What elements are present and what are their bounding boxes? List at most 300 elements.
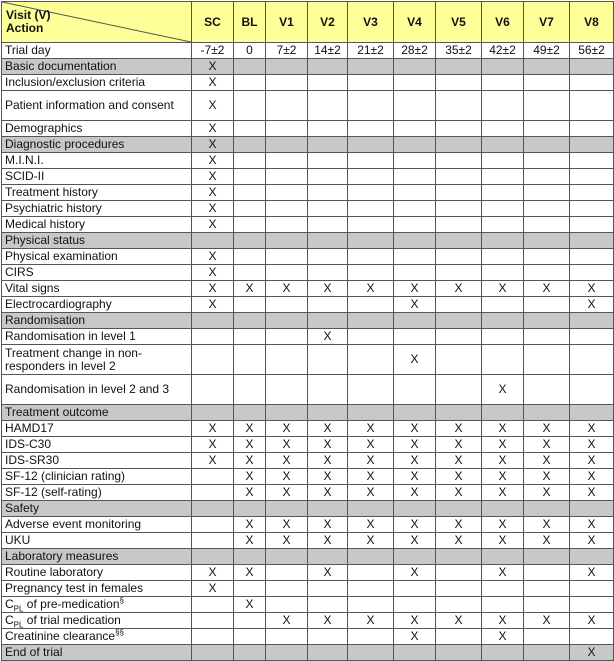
schedule-cell (192, 405, 234, 421)
schedule-cell: X (524, 469, 570, 485)
schedule-cell (524, 233, 570, 249)
label-text: Demographics (5, 121, 83, 135)
header-row (2, 2, 614, 43)
trial-day-value: 35±2 (436, 43, 482, 59)
trial-day-value: -7±2 (192, 43, 234, 59)
label-subscript: PL (13, 604, 24, 614)
schedule-cell (570, 581, 614, 597)
label-text: Inclusion/exclusion criteria (5, 75, 146, 89)
schedule-cell (524, 345, 570, 375)
label-text: Creatinine clearance (5, 629, 116, 643)
schedule-cell (266, 565, 308, 581)
schedule-cell (192, 533, 234, 549)
schedule-cell: X (524, 613, 570, 629)
activity-row (2, 249, 614, 265)
schedule-cell (308, 405, 348, 421)
schedule-cell: X (436, 281, 482, 297)
activity-label (2, 517, 192, 533)
schedule-cell (436, 137, 482, 153)
label-text: Patient information and consent (5, 98, 174, 112)
schedule-cell: X (308, 613, 348, 629)
schedule-cell (524, 329, 570, 345)
schedule-cell (482, 91, 524, 121)
schedule-cell (348, 581, 394, 597)
schedule-cell: X (192, 169, 234, 185)
schedule-cell (192, 313, 234, 329)
schedule-cell (436, 233, 482, 249)
schedule-cell (266, 629, 308, 645)
label-text: C (5, 613, 14, 627)
activity-row (2, 437, 614, 453)
schedule-cell (482, 121, 524, 137)
visit-header: V1 (266, 2, 308, 43)
schedule-cell (308, 91, 348, 121)
schedule-cell (570, 59, 614, 75)
activity-row (2, 91, 614, 121)
schedule-cell (192, 345, 234, 375)
schedule-cell: X (482, 469, 524, 485)
label-text: Electrocardiography (5, 297, 112, 311)
activity-row (2, 345, 614, 375)
activity-row (2, 75, 614, 91)
trial-day-value: 21±2 (348, 43, 394, 59)
schedule-cell (524, 565, 570, 581)
schedule-cell: X (524, 485, 570, 501)
label-text: IDS-C30 (5, 437, 52, 451)
activity-row (2, 613, 614, 629)
schedule-cell: X (192, 75, 234, 91)
trial-day-row (2, 43, 614, 59)
schedule-cell (348, 59, 394, 75)
schedule-cell: X (436, 485, 482, 501)
schedule-cell: X (234, 469, 266, 485)
schedule-cell: X (394, 281, 436, 297)
schedule-cell: X (192, 153, 234, 169)
activity-row (2, 185, 614, 201)
schedule-cell (570, 549, 614, 565)
schedule-cell (570, 153, 614, 169)
schedule-cell: X (394, 437, 436, 453)
schedule-cell (308, 345, 348, 375)
schedule-cell (348, 375, 394, 405)
schedule-cell (234, 169, 266, 185)
schedule-cell: X (436, 517, 482, 533)
schedule-cell (348, 345, 394, 375)
label-text: UKU (5, 533, 31, 547)
activity-label (2, 629, 192, 645)
schedule-cell (394, 75, 436, 91)
schedule-cell (266, 153, 308, 169)
schedule-cell (394, 645, 436, 661)
schedule-cell (394, 169, 436, 185)
schedule-cell (524, 185, 570, 201)
schedule-cell (436, 313, 482, 329)
schedule-cell (482, 345, 524, 375)
label-text: CIRS (5, 265, 34, 279)
schedule-cell (436, 329, 482, 345)
schedule-cell: X (570, 297, 614, 313)
schedule-cell (266, 185, 308, 201)
schedule-cell (348, 153, 394, 169)
schedule-cell (524, 137, 570, 153)
schedule-cell: X (482, 281, 524, 297)
schedule-cell (234, 405, 266, 421)
schedule-cell (436, 405, 482, 421)
schedule-cell (394, 121, 436, 137)
schedule-cell (570, 501, 614, 517)
activity-label (2, 485, 192, 501)
section-label (2, 313, 192, 329)
schedule-cell: X (266, 281, 308, 297)
schedule-cell (266, 597, 308, 613)
schedule-cell (482, 169, 524, 185)
schedule-cell (266, 75, 308, 91)
schedule-cell (266, 345, 308, 375)
schedule-cell (234, 121, 266, 137)
schedule-cell (570, 405, 614, 421)
schedule-cell (482, 297, 524, 313)
activity-label (2, 91, 192, 121)
schedule-cell (308, 645, 348, 661)
activity-label (2, 469, 192, 485)
activity-label (2, 565, 192, 581)
schedule-cell: X (348, 469, 394, 485)
activity-label (2, 153, 192, 169)
schedule-cell (192, 375, 234, 405)
label-text: Physical status (5, 233, 86, 247)
schedule-cell (394, 597, 436, 613)
section-row (2, 549, 614, 565)
schedule-cell (482, 265, 524, 281)
schedule-cell: X (436, 421, 482, 437)
corner-label-visit: Visit (V) (6, 8, 51, 22)
schedule-cell (524, 169, 570, 185)
schedule-cell (266, 217, 308, 233)
schedule-cell (436, 581, 482, 597)
activity-row (2, 421, 614, 437)
schedule-cell (348, 597, 394, 613)
schedule-cell (570, 375, 614, 405)
activity-row (2, 281, 614, 297)
schedule-cell (570, 137, 614, 153)
schedule-cell: X (234, 437, 266, 453)
schedule-cell: X (308, 281, 348, 297)
corner-label-action: Action (6, 21, 44, 35)
schedule-cell (524, 597, 570, 613)
schedule-cell: X (482, 437, 524, 453)
section-row (2, 501, 614, 517)
schedule-cell: X (308, 437, 348, 453)
schedule-cell (234, 345, 266, 375)
schedule-cell (266, 91, 308, 121)
schedule-cell (234, 501, 266, 517)
schedule-cell (234, 249, 266, 265)
schedule-cell (436, 217, 482, 233)
schedule-cell (436, 501, 482, 517)
schedule-cell (570, 597, 614, 613)
schedule-cell: X (394, 517, 436, 533)
activity-label (2, 421, 192, 437)
schedule-cell (482, 217, 524, 233)
schedule-cell: X (570, 565, 614, 581)
section-row (2, 313, 614, 329)
schedule-cell: X (524, 453, 570, 469)
schedule-cell (308, 59, 348, 75)
schedule-cell (570, 217, 614, 233)
schedule-cell (234, 549, 266, 565)
label-text: IDS-SR30 (5, 453, 60, 467)
activity-row (2, 629, 614, 645)
activity-row (2, 375, 614, 405)
schedule-cell (524, 629, 570, 645)
schedule-cell (348, 121, 394, 137)
schedule-cell (436, 265, 482, 281)
schedule-cell (436, 345, 482, 375)
schedule-cell (436, 297, 482, 313)
schedule-cell (266, 121, 308, 137)
schedule-cell (308, 549, 348, 565)
schedule-cell (234, 153, 266, 169)
visit-header: V2 (308, 2, 348, 43)
schedule-cell (570, 249, 614, 265)
schedule-cell (482, 233, 524, 249)
schedule-cell (348, 217, 394, 233)
schedule-cell: X (394, 345, 436, 375)
schedule-cell (348, 501, 394, 517)
schedule-cell: X (570, 485, 614, 501)
schedule-cell (308, 313, 348, 329)
visit-header: BL (234, 2, 266, 43)
schedule-cell: X (192, 201, 234, 217)
activity-label (2, 281, 192, 297)
schedule-cell (308, 375, 348, 405)
activity-label (2, 453, 192, 469)
schedule-cell (266, 59, 308, 75)
schedule-cell: X (524, 421, 570, 437)
schedule-cell: X (348, 437, 394, 453)
schedule-cell (394, 313, 436, 329)
label-text: Randomisation (5, 313, 86, 327)
activity-row (2, 533, 614, 549)
activity-label (2, 597, 192, 613)
schedule-cell (348, 185, 394, 201)
schedule-cell (394, 91, 436, 121)
activity-row (2, 217, 614, 233)
schedule-cell (234, 645, 266, 661)
activity-row (2, 201, 614, 217)
activity-label (2, 217, 192, 233)
activity-label (2, 249, 192, 265)
schedule-cell (524, 549, 570, 565)
visit-header: V3 (348, 2, 394, 43)
schedule-cell (570, 185, 614, 201)
schedule-cell: X (192, 249, 234, 265)
schedule-cell (308, 597, 348, 613)
label-text: Treatment outcome (5, 405, 109, 419)
schedule-cell (394, 185, 436, 201)
schedule-cell: X (266, 421, 308, 437)
schedule-cell (436, 597, 482, 613)
activity-label (2, 345, 192, 375)
activity-row (2, 153, 614, 169)
schedule-cell (482, 581, 524, 597)
schedule-cell (308, 233, 348, 249)
schedule-cell: X (192, 281, 234, 297)
schedule-cell: X (394, 565, 436, 581)
schedule-cell (348, 169, 394, 185)
schedule-cell (192, 233, 234, 249)
schedule-cell: X (394, 613, 436, 629)
label-text: Treatment history (5, 185, 98, 199)
schedule-cell: X (482, 629, 524, 645)
schedule-cell (570, 91, 614, 121)
schedule-cell (266, 581, 308, 597)
schedule-cell: X (192, 137, 234, 153)
label-footnote-mark: §§ (115, 628, 124, 637)
schedule-cell: X (570, 533, 614, 549)
schedule-cell (234, 265, 266, 281)
schedule-cell (308, 185, 348, 201)
schedule-cell: X (234, 281, 266, 297)
schedule-cell (192, 469, 234, 485)
label-text: C (5, 597, 14, 611)
schedule-cell: X (348, 281, 394, 297)
schedule-cell (394, 581, 436, 597)
schedule-cell (192, 329, 234, 345)
schedule-cell (570, 75, 614, 91)
schedule-cell (524, 121, 570, 137)
schedule-cell (436, 645, 482, 661)
activity-row (2, 581, 614, 597)
schedule-cell: X (570, 645, 614, 661)
schedule-cell (436, 121, 482, 137)
schedule-cell (234, 233, 266, 249)
section-label (2, 233, 192, 249)
activity-label (2, 201, 192, 217)
activity-row (2, 597, 614, 613)
schedule-cell (524, 313, 570, 329)
schedule-cell (570, 313, 614, 329)
schedule-cell (482, 75, 524, 91)
schedule-cell (394, 137, 436, 153)
activity-row (2, 485, 614, 501)
schedule-cell (394, 405, 436, 421)
schedule-cell (266, 549, 308, 565)
schedule-cell: X (308, 533, 348, 549)
schedule-cell (234, 629, 266, 645)
visit-header: V6 (482, 2, 524, 43)
schedule-cell (348, 137, 394, 153)
schedule-cell: X (266, 517, 308, 533)
label-footnote-mark: § (119, 596, 124, 605)
schedule-cell: X (266, 485, 308, 501)
schedule-cell (308, 75, 348, 91)
schedule-cell: X (192, 437, 234, 453)
schedule-cell (266, 405, 308, 421)
visit-header: SC (192, 2, 234, 43)
schedule-cell (308, 217, 348, 233)
label-text: M.I.N.I. (5, 153, 44, 167)
trial-day-label: Trial day (2, 43, 192, 59)
activity-label (2, 265, 192, 281)
schedule-cell (394, 153, 436, 169)
schedule-cell (524, 249, 570, 265)
schedule-cell (192, 629, 234, 645)
schedule-cell (192, 597, 234, 613)
schedule-cell: X (570, 437, 614, 453)
label-text: SCID-II (5, 169, 45, 183)
activity-label (2, 437, 192, 453)
schedule-cell: X (482, 613, 524, 629)
activity-label (2, 581, 192, 597)
schedule-cell (482, 185, 524, 201)
schedule-cell (394, 233, 436, 249)
label-text: Treatment change in non-responders in level 2 (5, 345, 142, 373)
schedule-cell (436, 75, 482, 91)
schedule-cell: X (192, 265, 234, 281)
label-text: Randomisation in level 1 (5, 329, 136, 343)
schedule-cell: X (234, 517, 266, 533)
schedule-cell (436, 249, 482, 265)
schedule-cell (266, 233, 308, 249)
schedule-cell: X (570, 453, 614, 469)
section-label (2, 645, 192, 661)
label-text: Medical history (5, 217, 86, 231)
schedule-cell (234, 75, 266, 91)
schedule-cell (266, 329, 308, 345)
schedule-cell (234, 613, 266, 629)
label-text: Routine laboratory (5, 565, 104, 579)
schedule-cell (482, 313, 524, 329)
schedule-cell (234, 297, 266, 313)
activity-label (2, 375, 192, 405)
schedule-cell: X (234, 565, 266, 581)
schedule-cell: X (436, 437, 482, 453)
activity-row (2, 169, 614, 185)
schedule-cell: X (482, 517, 524, 533)
schedule-cell: X (266, 613, 308, 629)
schedule-cell (524, 501, 570, 517)
schedule-cell (482, 549, 524, 565)
schedule-cell (234, 59, 266, 75)
activity-row (2, 121, 614, 137)
schedule-cell (524, 375, 570, 405)
schedule-cell: X (266, 437, 308, 453)
schedule-cell (348, 565, 394, 581)
label-text: Safety (5, 501, 40, 515)
schedule-cell (436, 185, 482, 201)
schedule-cell: X (234, 421, 266, 437)
schedule-cell: X (192, 217, 234, 233)
schedule-cell: X (436, 533, 482, 549)
schedule-cell (308, 297, 348, 313)
schedule-cell (234, 137, 266, 153)
schedule-cell: X (570, 469, 614, 485)
schedule-cell (266, 645, 308, 661)
schedule-cell (570, 265, 614, 281)
schedule-cell (348, 91, 394, 121)
label-subscript: PL (13, 620, 24, 630)
activity-label (2, 121, 192, 137)
schedule-cell: X (570, 421, 614, 437)
schedule-cell: X (308, 469, 348, 485)
activity-row (2, 453, 614, 469)
schedule-cell: X (308, 517, 348, 533)
schedule-cell: X (192, 121, 234, 137)
activity-row (2, 517, 614, 533)
schedule-cell: X (394, 485, 436, 501)
schedule-cell (192, 517, 234, 533)
